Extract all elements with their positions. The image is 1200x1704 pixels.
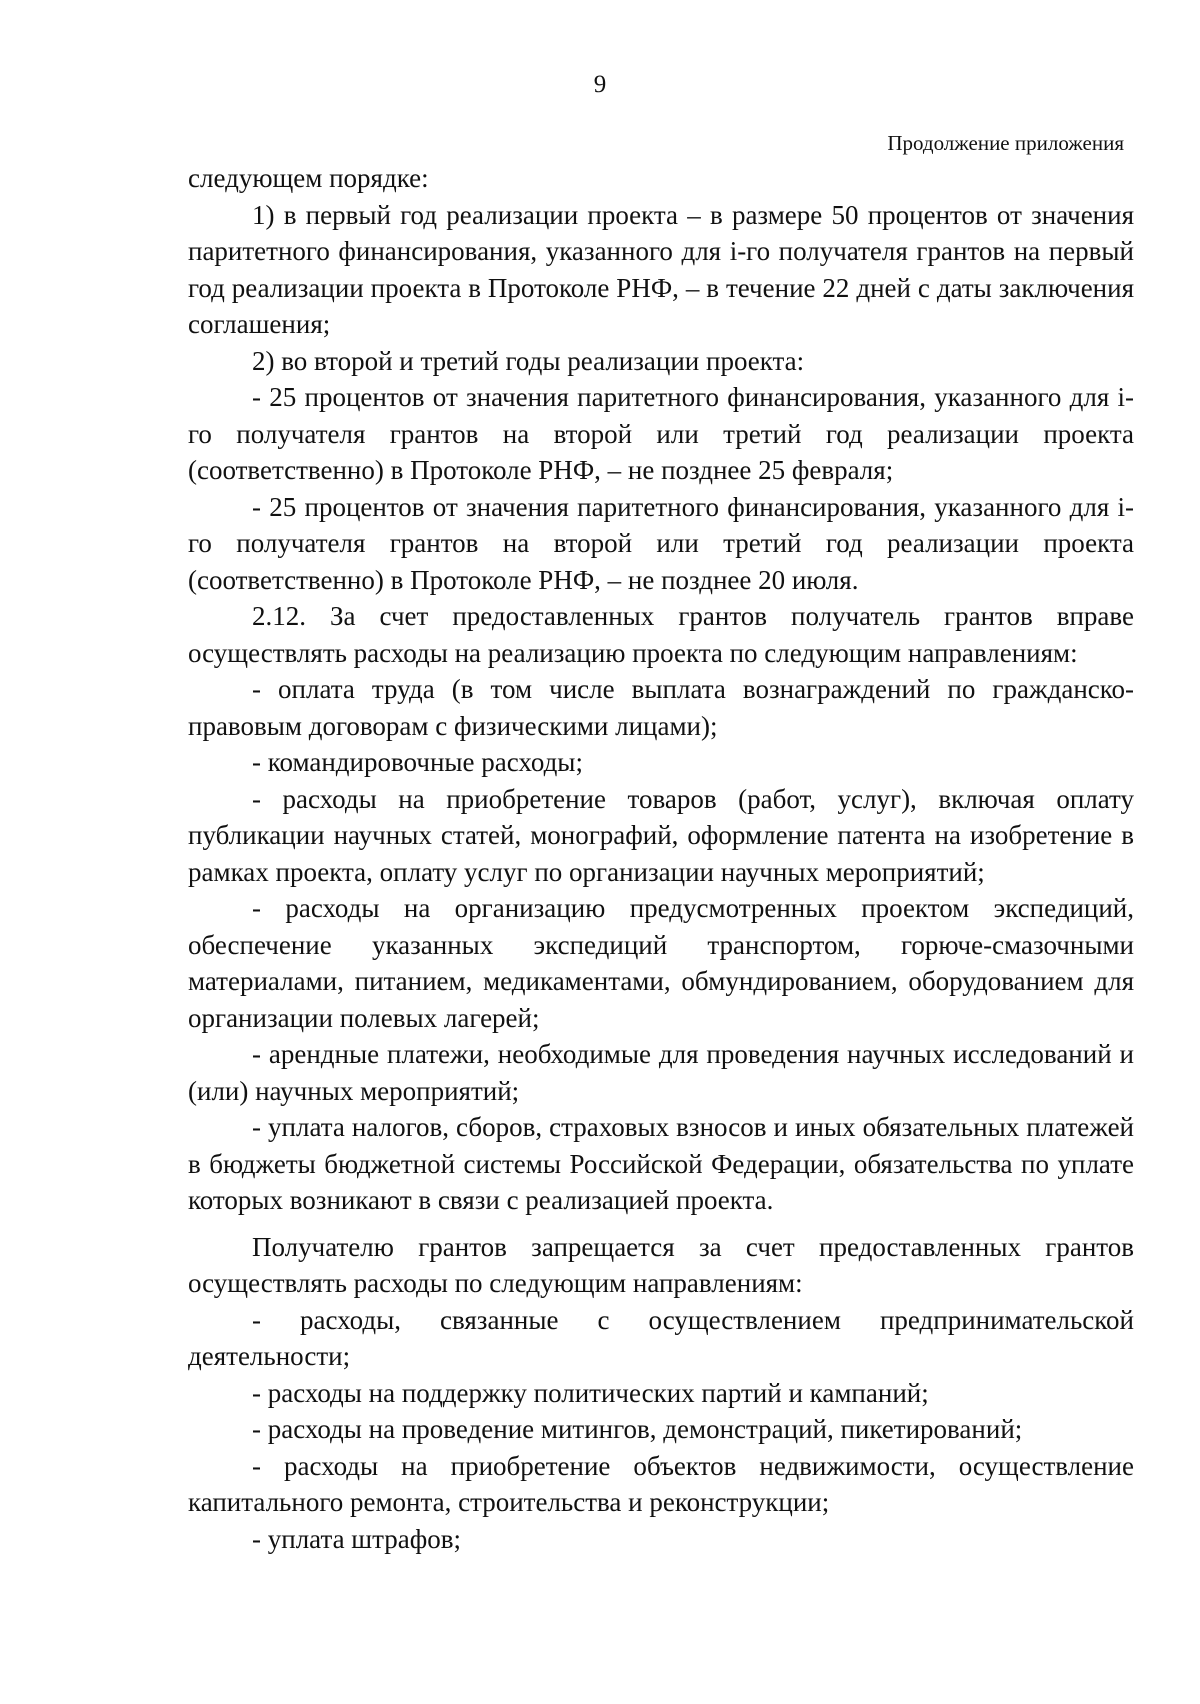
running-header: Продолжение приложения — [887, 131, 1124, 155]
paragraph: - оплата труда (в том числе выплата вознаграждений по гражданско-правовым договорам с физическими лицами); — [188, 674, 1134, 741]
paragraph: 1) в первый год реализации проекта – в размере 50 процентов от значения паритетного финансирования, указанного для i-го получателя грантов на первый год реализации проекта в Протоколе РНФ, – в течение 22 дней с даты заключения соглашения; — [188, 199, 1134, 339]
paragraph: - 25 процентов от значения паритетного финансирования, указанного для i-го получателя грантов на второй или третий год реализации проекта (соответственно) в Протоколе РНФ, – не позднее 20 июля. — [188, 491, 1134, 595]
paragraph: - уплата налогов, сборов, страховых взносов и иных обязательных платежей в бюджеты бюджетной системы Российской Федерации, обязательства по уплате которых возникают в связи с реализацией проекта. — [188, 1112, 1134, 1215]
paragraph: - расходы на поддержку политических партий и кампаний; — [252, 1377, 929, 1408]
paragraph: - 25 процентов от значения паритетного финансирования, указанного для i-го получателя грантов на второй или третий год реализации проекта (соответственно) в Протоколе РНФ, – не позднее 25 февраля; — [188, 382, 1134, 485]
paragraph: - расходы, связанные с осуществлением предпринимательской деятельности; — [188, 1304, 1134, 1371]
paragraph: 2) во второй и третий годы реализации проекта: — [252, 345, 805, 376]
paragraph: 2.12. За счет предоставленных грантов получатель грантов вправе осуществлять расходы на реализацию проекта по следующим направлениям: — [188, 601, 1134, 668]
paragraph: - арендные платежи, необходимые для проведения научных исследований и (или) научных мероприятий; — [188, 1039, 1134, 1106]
paragraph: - расходы на проведение митингов, демонстраций, пикетирований; — [252, 1414, 1023, 1444]
document-body — [188, 160, 1134, 1557]
paragraph: - уплата штрафов; — [252, 1523, 461, 1554]
paragraph: - командировочные расходы; — [252, 747, 583, 777]
page-number: 9 — [593, 71, 607, 98]
paragraph: - расходы на приобретение объектов недвижимости, осуществление капитального ремонта, строительства и реконструкции; — [188, 1450, 1134, 1517]
paragraph: Получателю грантов запрещается за счет предоставленных грантов осуществлять расходы по следующим направлениям: — [188, 1231, 1134, 1298]
paragraph: - расходы на организацию предусмотренных проектом экспедиций, обеспечение указанных экспедиций транспортом, горюче-смазочными материалами, питанием, медикаментами, обмундированием, оборудованием для организации полевых лагерей; — [188, 893, 1134, 1033]
paragraph: - расходы на приобретение товаров (работ, услуг), включая оплату публикации научных статей, монографий, оформление патента на изобретение в рамках проекта, оплату услуг по организации научных мероприятий; — [188, 783, 1134, 887]
paragraph: следующем порядке: — [188, 163, 429, 193]
